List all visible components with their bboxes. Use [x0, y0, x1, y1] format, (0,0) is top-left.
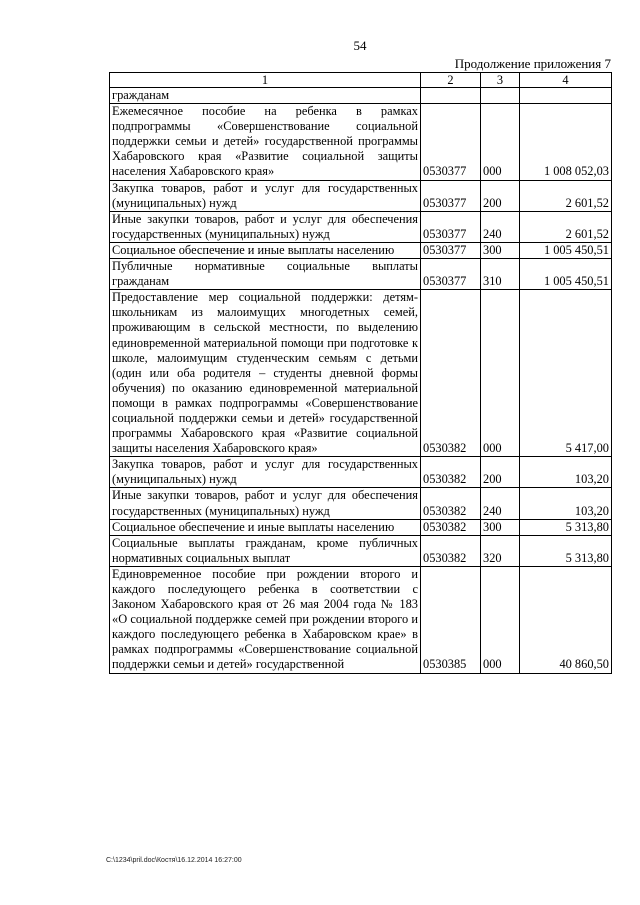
row-amount: 5 313,80: [520, 535, 612, 566]
column-header: 2: [421, 73, 481, 88]
row-code: 0530377: [421, 242, 481, 258]
row-description: гражданам: [110, 88, 421, 104]
row-expense-type: 240: [481, 488, 520, 519]
table-row: [110, 242, 612, 258]
row-amount: 103,20: [520, 488, 612, 519]
column-header: 1: [110, 73, 421, 88]
row-code: [421, 88, 481, 104]
row-amount: 1 008 052,03: [520, 104, 612, 180]
row-expense-type: 200: [481, 457, 520, 488]
row-expense-type: 300: [481, 242, 520, 258]
column-header: 3: [481, 73, 520, 88]
table-header-row: [110, 73, 612, 88]
table-row: [110, 519, 612, 535]
row-expense-type: 310: [481, 259, 520, 290]
table-row: [110, 488, 612, 519]
row-expense-type: [481, 88, 520, 104]
row-amount: [520, 88, 612, 104]
row-amount: 1 005 450,51: [520, 259, 612, 290]
row-description: Закупка товаров, работ и услуг для государственных (муниципальных) нужд: [110, 180, 421, 211]
table-row: [110, 290, 612, 457]
row-amount: 2 601,52: [520, 211, 612, 242]
row-expense-type: 240: [481, 211, 520, 242]
row-amount: 5 417,00: [520, 290, 612, 457]
row-description: Единовременное пособие при рождении второго и каждого последующего ребенка в соответствии с Законом Хабаровского края от 26 мая 2004 года № 183 «О социальной поддержке семей при рождении второго и каждого последующего ребенка в Хабаровском крае» в рамках подпрограммы «Совершенствование социальной поддержки семьи и детей» государственной: [110, 566, 421, 673]
row-description: Иные закупки товаров, работ и услуг для обеспечения государственных (муниципальных) нужд: [110, 211, 421, 242]
page-number: 54: [353, 38, 367, 53]
row-code: 0530382: [421, 488, 481, 519]
row-amount: 1 005 450,51: [520, 242, 612, 258]
row-description: Социальные выплаты гражданам, кроме публичных нормативных социальных выплат: [110, 535, 421, 566]
row-description: Публичные нормативные социальные выплаты гражданам: [110, 259, 421, 290]
table-row: [110, 566, 612, 673]
row-code: 0530377: [421, 104, 481, 180]
row-code: 0530382: [421, 519, 481, 535]
row-expense-type: 320: [481, 535, 520, 566]
row-code: 0530377: [421, 211, 481, 242]
row-description: Иные закупки товаров, работ и услуг для обеспечения государственных (муниципальных) нужд: [110, 488, 421, 519]
row-code: 0530382: [421, 457, 481, 488]
continuation-label: Продолжение приложения 7: [454, 56, 611, 71]
row-description: Социальное обеспечение и иные выплаты населению: [110, 519, 421, 535]
row-code: 0530385: [421, 566, 481, 673]
row-amount: 5 313,80: [520, 519, 612, 535]
table-row: [110, 535, 612, 566]
row-description: Ежемесячное пособие на ребенка в рамках подпрограммы «Совершенствование социальной поддержки семьи и детей» государственной программы Хабаровского края «Развитие социальной защиты населения Хабаровского края»: [110, 104, 421, 180]
row-description: Закупка товаров, работ и услуг для государственных (муниципальных) нужд: [110, 457, 421, 488]
row-description: Предоставление мер социальной поддержки: детям-школьникам из малоимущих многодетных семей, проживающим в сельской местности, по выделению единовременной материальной помощи при подготовке к школе, малоимущим студенческим семьям с детьми (один или оба родителя – студенты дневной формы обучения) по оказанию единовременной материальной помощи в рамках подпрограммы «Совершенствование социальной поддержки семьи и детей» государственной программы Хабаровского края «Развитие социальной защиты населения Хабаровского края»: [110, 290, 421, 457]
table-row: [110, 104, 612, 180]
row-expense-type: 000: [481, 290, 520, 457]
row-code: 0530382: [421, 290, 481, 457]
column-header: 4: [520, 73, 612, 88]
row-amount: 103,20: [520, 457, 612, 488]
row-expense-type: 000: [481, 566, 520, 673]
row-expense-type: 200: [481, 180, 520, 211]
table-row: [110, 88, 612, 104]
table-row: [110, 259, 612, 290]
table-row: [110, 211, 612, 242]
table-body: [110, 88, 612, 674]
table-row: [110, 180, 612, 211]
row-code: 0530377: [421, 259, 481, 290]
row-amount: 2 601,52: [520, 180, 612, 211]
row-code: 0530377: [421, 180, 481, 211]
file-path-footer: C:\1234\pril.doc\Костя\16.12.2014 16:27:00: [106, 857, 242, 864]
row-expense-type: 300: [481, 519, 520, 535]
row-amount: 40 860,50: [520, 566, 612, 673]
row-expense-type: 000: [481, 104, 520, 180]
row-description: Социальное обеспечение и иные выплаты населению: [110, 242, 421, 258]
row-code: 0530382: [421, 535, 481, 566]
table-row: [110, 457, 612, 488]
budget-table: [109, 72, 612, 674]
